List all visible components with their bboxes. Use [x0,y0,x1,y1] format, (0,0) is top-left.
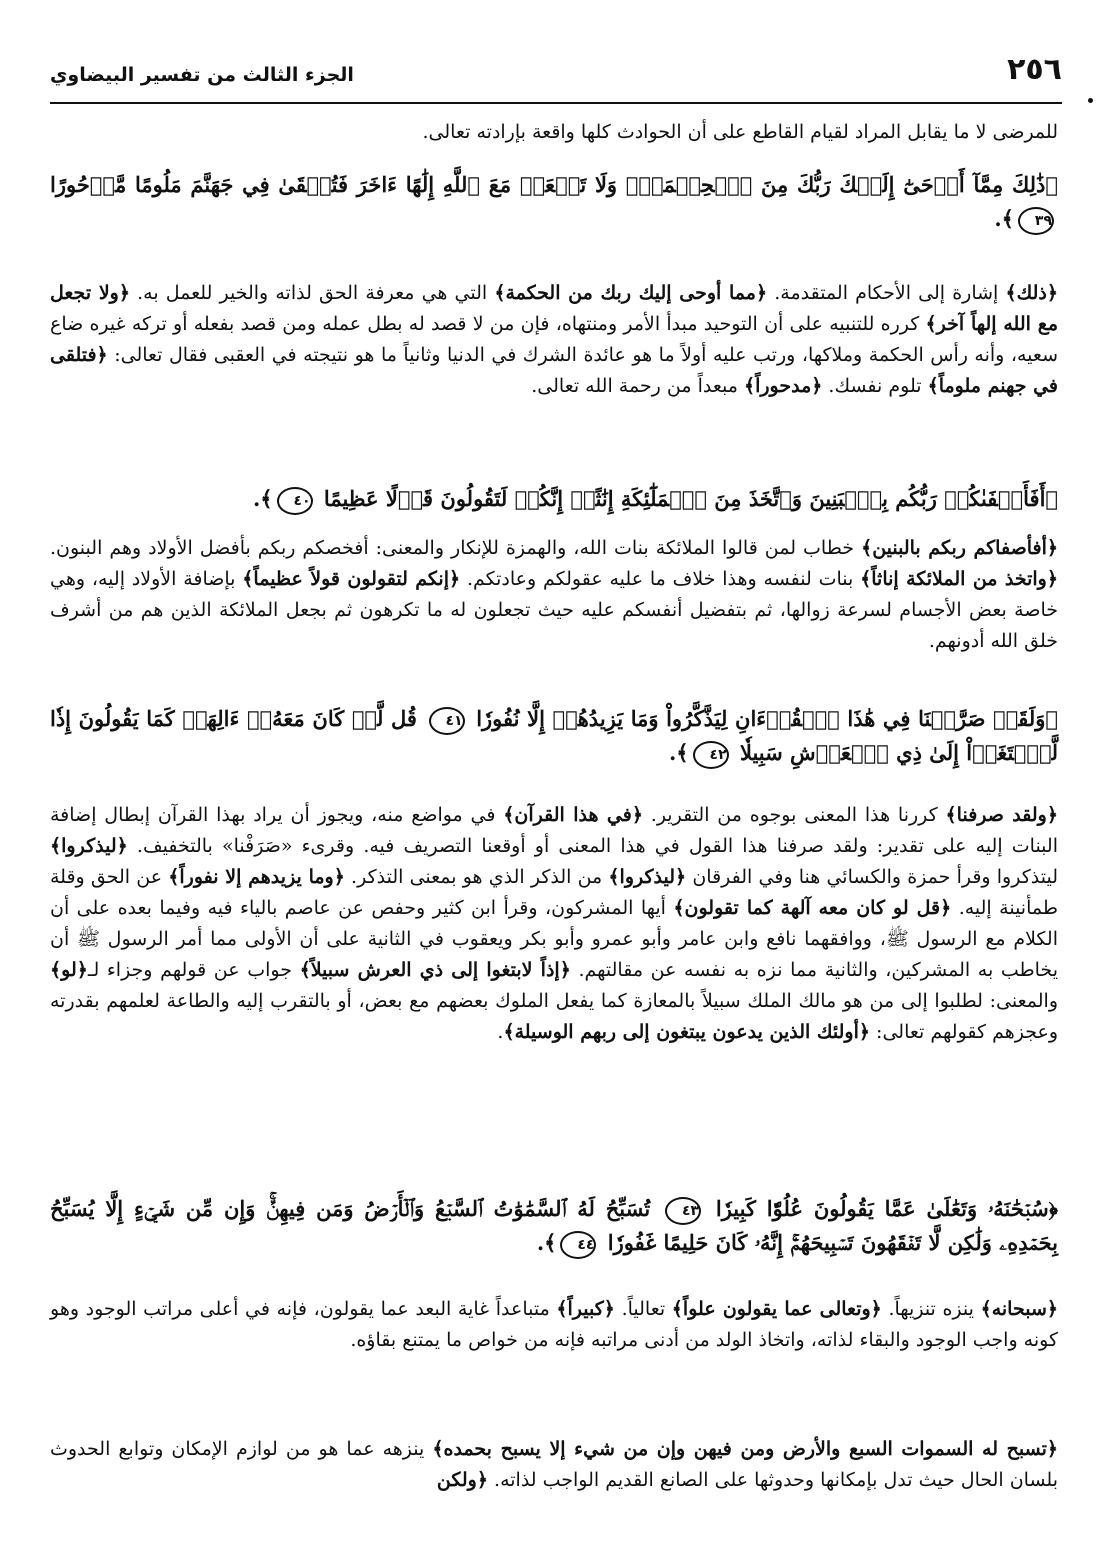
commentary-39 [50,278,1058,402]
running-title: الجزء الثالث من تفسير البيضاوي [50,64,354,86]
commentary-text: إشارة إلى الأحكام المتقدمة. [767,282,1006,304]
quote: ﴿تسبح له السموات السبع والأرض ومن فيهن وإن من شيء إلا يسبح بحمده﴾ [432,1438,1058,1460]
quote: ﴿قل لو كان معه آلهة كما تقولون﴾ [673,897,952,919]
verse-text: ﴿ذَٰلِكَ مِمَّآ أَوۡحَىٰٓ إِلَيۡكَ رَبُّكَ مِنَ ٱلۡحِكۡمَةِۗ وَلَا تَجۡعَلۡ مَعَ ٱللَّهِ إِلَٰهًا ءَاخَرَ فَتُلۡقَىٰ فِي جَهَنَّمَ مَلُومًا مَّدۡحُورًا [50,172,1058,197]
commentary-text: من الذكر الذي هو بمعنى التذكر. [344,866,609,888]
commentary-text: كررنا هذا المعنى بوجوه من التقرير. [642,804,946,826]
verse-close: ﴾. [994,206,1014,231]
quote: ﴿واتخذ من الملائكة إناثاً﴾ [860,568,1058,590]
commentary-text: ينزه تنزيهاً. [881,1298,981,1320]
quote: ﴿ولا تجعل مع الله إلهاً آخر﴾ [50,282,1058,335]
verse-block-39 [50,168,1058,236]
commentary-text: متباعداً غاية البعد عما يقولون، فإنه في أعلى مراتب الوجود وهو كونه واجب الوجود والبقاء لذاته، واتخاذ الولد من أدنى مراتبه فإنه من خواص ما يمتنع بقاؤه. [50,1298,1058,1351]
verse-text: ﴿سُبۡحَٰنَهُۥ وَتَعَٰلَىٰ عَمَّا يَقُولُونَ عُلُوّٗا كَبِيرٗا [715,1196,1058,1221]
quote: ﴿لو﴾ [50,959,88,981]
commentary-text: خطاب لمن قالوا الملائكة بنات الله، والهمزة للإنكار والمعنى: أفخصكم ربكم بأفضل الأولاد وهم البنون. [50,537,862,559]
commentary-43 [50,1294,1058,1356]
commentary-text: تلوم نفسك. [822,375,928,397]
verse-text: ﴿وَلَقَدۡ صَرَّفۡنَا فِي هَٰذَا ٱلۡقُرۡءَانِ لِيَذَّكَّرُواْ وَمَا يَزِيدُهُمۡ إِلَّا نُفُورٗا [476,706,1059,731]
commentary-text: ليتذكروا وقرأ حمزة والكسائي هنا وفي الفرقان [686,866,1058,888]
paragraph-intro [50,117,1058,148]
quote: ﴿كبيراً﴾ [556,1298,615,1320]
verse-block-40 [50,482,1058,516]
verse-number-39: ٣٩ [1018,207,1054,235]
quote: ﴿ليذكروا﴾ [608,866,687,888]
verse-close: ﴾. [536,1230,557,1255]
commentary-text: عن الحق وقلة طمأنينة إليه. [50,866,1058,919]
verse-number-41: ٤١ [429,707,465,735]
quote: ﴿أفأصفاكم ربكم بالبنين﴾ [861,537,1058,559]
commentary-text: تعالياً. [614,1298,672,1320]
intro-text: للمرضى لا ما يقابل المراد لقيام القاطع على أن الحوادث كلها واقعة بإرادته تعالى. [422,121,1058,143]
verse-number-43: ٤٣ [665,1197,701,1225]
quote: ﴿مما أوحى إليك ربك من الحكمة﴾ [494,282,768,304]
quote: ﴿مدحوراً﴾ [743,375,823,397]
commentary-text: بإضافة الأولاد إليه، وهي خاصة بعض الأجسام لسرعة زوالها، ثم بتفضيل أنفسكم عليه حيث تجعلون له ما تكرهون ثم بجعل الملائكة الذين هم من أشرف خلق الله أدونهم. [50,568,1058,652]
quote: ﴿ولكن [436,1469,488,1491]
verse-text: قُل لَّوۡ كَانَ مَعَهُۥٓ ءَالِهَةٞ كَمَا يَقُولُونَ إِذٗا لَّٱبۡتَغَوۡاْ إِلَىٰ ذِي ٱلۡعَرۡشِ سَبِيلٗا [50,706,1058,765]
verse-number-42: ٤٢ [693,741,729,769]
quote: ﴿أولئك الذين يدعون يبتغون إلى ربهم الوسيلة﴾ [503,1021,871,1043]
commentary-44 [50,1434,1058,1496]
quote: ﴿وما يزيدهم إلا نفوراً﴾ [168,866,345,888]
verse-text: ﴿أَفَأَصۡفَىٰكُمۡ رَبُّكُم بِٱلۡبَنِينَ وَٱتَّخَذَ مِنَ ٱلۡمَلَٰٓئِكَةِ إِنَٰثًاۚ إِنَّكُمۡ لَتَقُولُونَ قَوۡلًا عَظِيمًا [323,486,1058,511]
page-number: ٢٥٦ [1007,52,1062,87]
quote: ﴿إنكم لتقولون قولاً عظيماً﴾ [242,568,461,590]
commentary-text: جواب عن قولهم وجزاء لـ [87,959,300,981]
page-header [50,52,1062,104]
verse-block-41-42 [50,702,1058,770]
commentary-text: في مواضع منه، ويجوز أن يراد بهذا القرآن إبطال إضافة البنات إليه على تقدير: ولقد صرفنا هذا القول في هذا المعنى أو أوقعنا التصريف فيه. وقرىء «صَرَفْنا» بالتخفيف. [50,804,1058,857]
commentary-40 [50,533,1058,657]
commentary-text: مبعداً من رحمة الله تعالى. [531,375,744,397]
commentary-41-42 [50,800,1058,1048]
quote: ﴿وتعالى عما يقولون علواً﴾ [671,1298,882,1320]
commentary-text: . [497,1021,504,1043]
quote: ﴿فتلقى في جهنم ملوماً﴾ [50,344,1058,397]
commentary-text: أيها المشركون، وقرأ ابن كثير وحفص عن عاصم بالياء فيه وفيما بعده على أن الكلام مع الرسول ﷺ، ووافقهما نافع وابن عامر وأبو عمرو وأبو بكر ويعقوب في الثانية على أن الأولى مما أمر الرسول ﷺ أن يخاطب به المشركين، والثانية مما نزه به نفسه عن مقالتهم. [50,897,1058,981]
commentary-text: والمعنى: لطلبوا إلى من هو مالك الملك سبيلاً بالمعازة كما يفعل الملوك بعضهم مع بعض، أو بالتقرب إليه والطاعة لعلمهم بقدرته وعجزهم كقولهم تعالى: [50,990,1058,1043]
margin-dot [1088,98,1093,103]
commentary-text: بنات لنفسه وهذا خلاف ما عليه عقولكم وعادتكم. [460,568,861,590]
commentary-text: كرره للتنبيه على أن التوحيد مبدأ الأمر ومنتهاه، فإن من لا قصد له بطل عمله ومن قصد بفعله أو تركه غيره ضاع سعيه، وأنه رأس الحكمة وملاكها، ورتب عليه أولاً ما هو عائدة الشرك في الدنيا وثانياً ما هو نتيجته في العقبى فقال تعالى: [50,313,1058,366]
verse-number-40: ٤٠ [277,487,313,515]
verse-block-43-44 [50,1192,1058,1260]
quote: ﴿إذاً لابتغوا إلى ذي العرش سبيلاً﴾ [299,959,571,981]
verse-close: ﴾. [252,486,273,511]
quote: ﴿ليذكروا﴾ [50,835,128,857]
verse-close: ﴾. [669,740,689,765]
quote: ﴿في هذا القرآن﴾ [503,804,643,826]
commentary-text: التي هي معرفة الحق لذاته والخير للعمل به. [129,282,495,304]
quote: ﴿سبحانه﴾ [980,1298,1059,1320]
quote: ﴿ولقد صرفنا﴾ [945,804,1058,826]
commentary-text: ينزهه عما هو من لوازم الإمكان وتوابع الحدوث بلسان الحال حيث تدل بإمكانها وحدوثها على الصانع القديم الواجب لذاته. [50,1438,1058,1491]
verse-text: تُسَبِّحُ لَهُ ٱلسَّمَٰوَٰتُ ٱلسَّبۡعُ وَٱلۡأَرۡضُ وَمَن فِيهِنَّۚ وَإِن مِّن شَيۡءٍ إِلَّا يُسَبِّحُ بِحَمۡدِهِۦ وَلَٰكِن لَّا تَفۡقَهُونَ تَسۡبِيحَهُمۡۚ إِنَّهُۥ كَانَ حَلِيمًا غَفُورٗا [50,1196,1058,1255]
verse-number-44: ٤٤ [560,1231,596,1259]
quote: ﴿ذلك﴾ [1005,282,1058,304]
